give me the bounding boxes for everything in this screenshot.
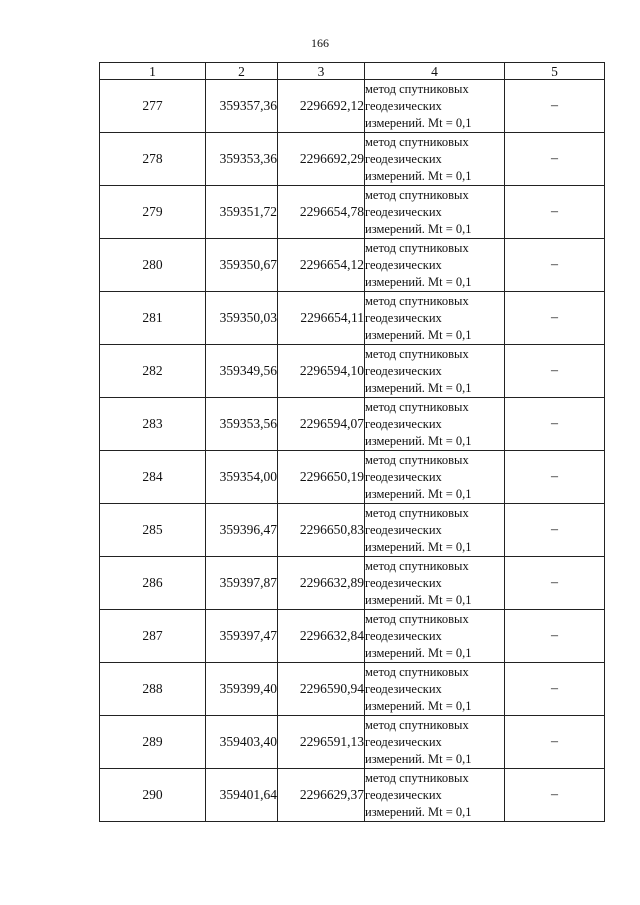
note-cell: – bbox=[505, 451, 605, 504]
method-line: измерений. Mt = 0,1 bbox=[365, 221, 472, 236]
column-header: 4 bbox=[365, 63, 505, 80]
method-cell bbox=[365, 186, 505, 239]
note-cell: – bbox=[505, 769, 605, 822]
method-line: метод спутниковых bbox=[365, 770, 469, 785]
method-line: метод спутниковых bbox=[365, 611, 469, 626]
column-header: 2 bbox=[206, 63, 278, 80]
method-line: геодезических bbox=[365, 416, 442, 431]
note-cell: – bbox=[505, 663, 605, 716]
method-line: метод спутниковых bbox=[365, 134, 469, 149]
table-row bbox=[100, 610, 605, 663]
x-coordinate-cell: 359350,03 bbox=[206, 292, 278, 345]
note-cell: – bbox=[505, 716, 605, 769]
method-line: измерений. Mt = 0,1 bbox=[365, 486, 472, 501]
y-coordinate-cell: 2296594,07 bbox=[278, 398, 365, 451]
y-coordinate-cell: 2296692,29 bbox=[278, 133, 365, 186]
table-row bbox=[100, 133, 605, 186]
method-line: измерений. Mt = 0,1 bbox=[365, 115, 472, 130]
table-body bbox=[100, 80, 605, 822]
x-coordinate-cell: 359396,47 bbox=[206, 504, 278, 557]
method-line: измерений. Mt = 0,1 bbox=[365, 168, 472, 183]
table-row bbox=[100, 80, 605, 133]
table-row bbox=[100, 239, 605, 292]
point-number-cell: 278 bbox=[100, 133, 206, 186]
column-header: 3 bbox=[278, 63, 365, 80]
point-number-cell: 284 bbox=[100, 451, 206, 504]
method-line: метод спутниковых bbox=[365, 293, 469, 308]
method-line: геодезических bbox=[365, 98, 442, 113]
note-cell: – bbox=[505, 557, 605, 610]
method-line: геодезических bbox=[365, 681, 442, 696]
x-coordinate-cell: 359401,64 bbox=[206, 769, 278, 822]
method-line: метод спутниковых bbox=[365, 187, 469, 202]
y-coordinate-cell: 2296650,19 bbox=[278, 451, 365, 504]
point-number-cell: 290 bbox=[100, 769, 206, 822]
method-cell bbox=[365, 292, 505, 345]
method-line: геодезических bbox=[365, 469, 442, 484]
point-number-cell: 282 bbox=[100, 345, 206, 398]
point-number-cell: 285 bbox=[100, 504, 206, 557]
method-cell bbox=[365, 557, 505, 610]
method-cell bbox=[365, 239, 505, 292]
method-line: метод спутниковых bbox=[365, 505, 469, 520]
table-row bbox=[100, 716, 605, 769]
method-line: геодезических bbox=[365, 257, 442, 272]
method-line: метод спутниковых bbox=[365, 240, 469, 255]
y-coordinate-cell: 2296654,11 bbox=[278, 292, 365, 345]
method-cell bbox=[365, 504, 505, 557]
table-row bbox=[100, 451, 605, 504]
table-row bbox=[100, 292, 605, 345]
note-cell: – bbox=[505, 610, 605, 663]
note-cell: – bbox=[505, 80, 605, 133]
note-cell: – bbox=[505, 133, 605, 186]
method-line: метод спутниковых bbox=[365, 558, 469, 573]
y-coordinate-cell: 2296590,94 bbox=[278, 663, 365, 716]
method-line: геодезических bbox=[365, 363, 442, 378]
method-cell bbox=[365, 716, 505, 769]
x-coordinate-cell: 359397,47 bbox=[206, 610, 278, 663]
y-coordinate-cell: 2296654,78 bbox=[278, 186, 365, 239]
y-coordinate-cell: 2296629,37 bbox=[278, 769, 365, 822]
method-line: измерений. Mt = 0,1 bbox=[365, 592, 472, 607]
method-line: измерений. Mt = 0,1 bbox=[365, 804, 472, 819]
point-number-cell: 287 bbox=[100, 610, 206, 663]
point-number-cell: 280 bbox=[100, 239, 206, 292]
method-cell bbox=[365, 663, 505, 716]
y-coordinate-cell: 2296650,83 bbox=[278, 504, 365, 557]
x-coordinate-cell: 359351,72 bbox=[206, 186, 278, 239]
column-header: 5 bbox=[505, 63, 605, 80]
method-line: геодезических bbox=[365, 787, 442, 802]
note-cell: – bbox=[505, 292, 605, 345]
method-line: метод спутниковых bbox=[365, 346, 469, 361]
column-header: 1 bbox=[100, 63, 206, 80]
method-cell bbox=[365, 398, 505, 451]
method-line: метод спутниковых bbox=[365, 399, 469, 414]
method-line: измерений. Mt = 0,1 bbox=[365, 433, 472, 448]
coordinates-table bbox=[99, 62, 605, 822]
table-row bbox=[100, 663, 605, 716]
method-line: геодезических bbox=[365, 151, 442, 166]
method-line: измерений. Mt = 0,1 bbox=[365, 327, 472, 342]
point-number-cell: 281 bbox=[100, 292, 206, 345]
method-line: геодезических bbox=[365, 522, 442, 537]
method-line: измерений. Mt = 0,1 bbox=[365, 380, 472, 395]
note-cell: – bbox=[505, 345, 605, 398]
y-coordinate-cell: 2296654,12 bbox=[278, 239, 365, 292]
x-coordinate-cell: 359350,67 bbox=[206, 239, 278, 292]
table-row bbox=[100, 398, 605, 451]
y-coordinate-cell: 2296632,84 bbox=[278, 610, 365, 663]
x-coordinate-cell: 359353,36 bbox=[206, 133, 278, 186]
table-row bbox=[100, 186, 605, 239]
method-line: геодезических bbox=[365, 310, 442, 325]
y-coordinate-cell: 2296591,13 bbox=[278, 716, 365, 769]
x-coordinate-cell: 359397,87 bbox=[206, 557, 278, 610]
method-cell bbox=[365, 133, 505, 186]
method-line: геодезических bbox=[365, 628, 442, 643]
x-coordinate-cell: 359403,40 bbox=[206, 716, 278, 769]
method-line: метод спутниковых bbox=[365, 81, 469, 96]
method-cell bbox=[365, 610, 505, 663]
table-row bbox=[100, 557, 605, 610]
method-line: измерений. Mt = 0,1 bbox=[365, 698, 472, 713]
point-number-cell: 286 bbox=[100, 557, 206, 610]
note-cell: – bbox=[505, 186, 605, 239]
point-number-cell: 288 bbox=[100, 663, 206, 716]
method-cell bbox=[365, 80, 505, 133]
method-line: измерений. Mt = 0,1 bbox=[365, 645, 472, 660]
method-line: метод спутниковых bbox=[365, 452, 469, 467]
note-cell: – bbox=[505, 504, 605, 557]
page-number: 166 bbox=[311, 36, 329, 50]
method-line: метод спутниковых bbox=[365, 664, 469, 679]
table-row bbox=[100, 504, 605, 557]
point-number-cell: 279 bbox=[100, 186, 206, 239]
method-line: геодезических bbox=[365, 734, 442, 749]
method-line: метод спутниковых bbox=[365, 717, 469, 732]
method-line: измерений. Mt = 0,1 bbox=[365, 274, 472, 289]
method-line: геодезических bbox=[365, 204, 442, 219]
table-row bbox=[100, 769, 605, 822]
method-line: измерений. Mt = 0,1 bbox=[365, 751, 472, 766]
x-coordinate-cell: 359354,00 bbox=[206, 451, 278, 504]
y-coordinate-cell: 2296632,89 bbox=[278, 557, 365, 610]
y-coordinate-cell: 2296594,10 bbox=[278, 345, 365, 398]
x-coordinate-cell: 359353,56 bbox=[206, 398, 278, 451]
method-line: измерений. Mt = 0,1 bbox=[365, 539, 472, 554]
method-line: геодезических bbox=[365, 575, 442, 590]
note-cell: – bbox=[505, 239, 605, 292]
x-coordinate-cell: 359357,36 bbox=[206, 80, 278, 133]
method-cell bbox=[365, 345, 505, 398]
point-number-cell: 277 bbox=[100, 80, 206, 133]
x-coordinate-cell: 359349,56 bbox=[206, 345, 278, 398]
method-cell bbox=[365, 769, 505, 822]
point-number-cell: 289 bbox=[100, 716, 206, 769]
note-cell: – bbox=[505, 398, 605, 451]
table-row bbox=[100, 345, 605, 398]
y-coordinate-cell: 2296692,12 bbox=[278, 80, 365, 133]
point-number-cell: 283 bbox=[100, 398, 206, 451]
table-header-row bbox=[100, 63, 605, 80]
x-coordinate-cell: 359399,40 bbox=[206, 663, 278, 716]
method-cell bbox=[365, 451, 505, 504]
